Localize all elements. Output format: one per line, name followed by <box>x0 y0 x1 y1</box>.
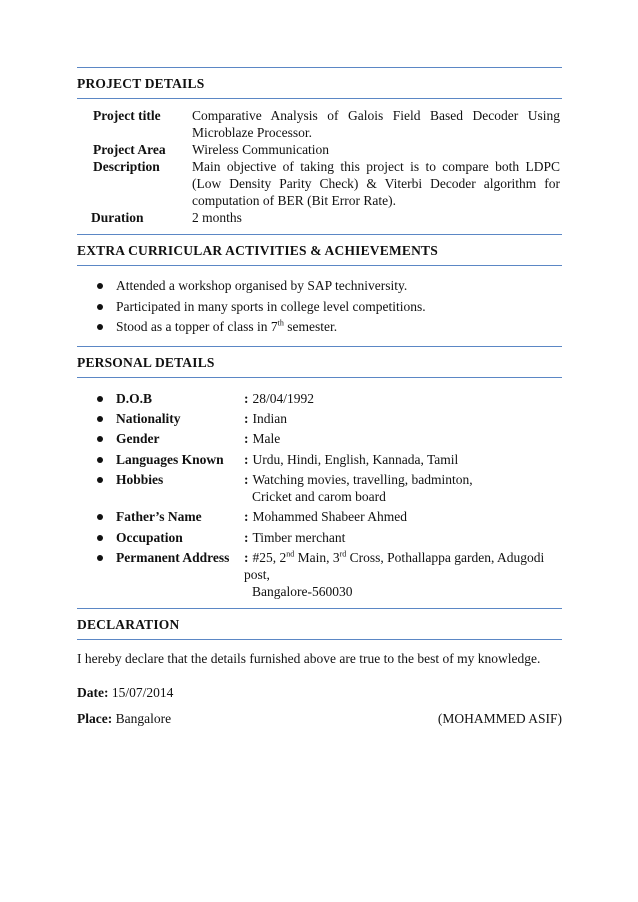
project-title-value: Comparative Analysis of Galois Field Based Decoder Using Microblaze Processor. <box>192 108 560 140</box>
address-line2: Bangalore-560030 <box>252 584 353 600</box>
ordinal-suffix: th <box>277 318 284 328</box>
ordinal-suffix: nd <box>286 549 295 559</box>
occupation-label: Occupation <box>116 529 183 545</box>
father-name-row <box>97 508 562 525</box>
colon: : <box>244 509 249 525</box>
project-description-label: Description <box>93 159 160 174</box>
colon: : <box>244 550 249 566</box>
nationality-value: Indian <box>252 410 287 426</box>
personal-details-heading: PERSONAL DETAILS <box>77 346 562 378</box>
occupation-value: Timber merchant <box>252 529 346 545</box>
project-area-label: Project Area <box>93 142 166 157</box>
hobbies-row <box>97 471 562 505</box>
list-item <box>97 297 562 318</box>
ordinal-suffix: rd <box>339 549 347 559</box>
list-item <box>97 276 562 297</box>
languages-value: Urdu, Hindi, English, Kannada, Tamil <box>252 451 459 467</box>
project-title-label: Project title <box>93 108 161 123</box>
place-value: Bangalore <box>112 711 172 727</box>
occupation-row <box>97 529 562 546</box>
date-line <box>77 684 562 702</box>
activity-text: Stood as a topper of class in 7 <box>116 319 278 334</box>
gender-row <box>97 430 562 447</box>
bullet-icon <box>97 457 103 463</box>
date-label: Date: <box>77 685 109 701</box>
hobbies-value-line2: Cricket and carom board <box>252 489 386 505</box>
place-label: Place: <box>77 711 113 727</box>
declaration-heading: DECLARATION <box>77 608 562 640</box>
colon: : <box>244 451 249 467</box>
address-label: Permanent Address <box>116 550 230 566</box>
project-area-row <box>93 141 562 158</box>
bullet-icon <box>97 283 103 289</box>
activity-text: Participated in many sports in college level competitions. <box>116 298 426 314</box>
dob-value: 28/04/1992 <box>252 390 315 406</box>
date-value: 15/07/2014 <box>108 685 174 701</box>
colon: : <box>244 472 249 488</box>
bullet-icon <box>97 304 103 310</box>
address-part-c: Cross, Pothallappa garden, Adugodi post, <box>244 550 545 583</box>
project-duration-label: Duration <box>91 210 144 225</box>
activity-text: Attended a workshop organised by SAP techniversity. <box>116 278 408 293</box>
extra-curricular-list <box>77 276 562 338</box>
dob-row <box>97 390 562 407</box>
project-description-value: Main objective of taking this project is to compare both LDPC (Low Density Parity Check) & Viterbi Decoder algorithm for computation of BER (Bit Error Rate). <box>192 159 560 208</box>
languages-row <box>97 451 562 468</box>
bullet-icon <box>97 324 103 330</box>
project-duration-value: 2 months <box>192 210 242 225</box>
resume-page <box>77 67 562 728</box>
declaration-text: I hereby declare that the details furnished above are true to the best of my knowledge. <box>77 651 541 667</box>
colon: : <box>244 410 249 426</box>
bullet-icon <box>97 396 103 402</box>
hobbies-value-line1: Watching movies, travelling, badminton, <box>252 472 473 488</box>
list-item <box>97 317 562 338</box>
activity-text-end: semester. <box>283 319 338 334</box>
personal-details-list <box>77 390 562 601</box>
project-details-heading: PROJECT DETAILS <box>77 67 562 99</box>
bullet-icon <box>97 416 103 422</box>
nationality-label: Nationality <box>116 410 181 426</box>
bullet-icon <box>97 535 103 541</box>
colon: : <box>244 390 249 406</box>
project-description-row <box>93 158 562 209</box>
extra-curricular-heading: EXTRA CURRICULAR ACTIVITIES & ACHIEVEMENTS <box>77 234 562 266</box>
languages-label: Languages Known <box>116 451 224 467</box>
place-line <box>77 710 562 728</box>
gender-value: Male <box>252 431 281 447</box>
project-title-row <box>93 107 562 141</box>
nationality-row <box>97 410 562 427</box>
father-name-label: Father’s Name <box>116 509 202 525</box>
address-row <box>97 549 562 600</box>
signature-name: (MOHAMMED ASIF) <box>437 711 562 727</box>
gender-label: Gender <box>116 431 160 447</box>
colon: : <box>244 431 249 447</box>
project-details-table <box>93 107 562 226</box>
colon: : <box>244 529 249 545</box>
father-name-value: Mohammed Shabeer Ahmed <box>252 509 407 525</box>
project-area-value: Wireless Communication <box>192 142 330 157</box>
project-duration-row <box>93 209 562 226</box>
dob-label: D.O.B <box>116 390 153 406</box>
hobbies-label: Hobbies <box>116 472 164 488</box>
address-part-a: #25, 2 <box>252 550 287 566</box>
address-part-b: Main, 3 <box>294 550 340 566</box>
